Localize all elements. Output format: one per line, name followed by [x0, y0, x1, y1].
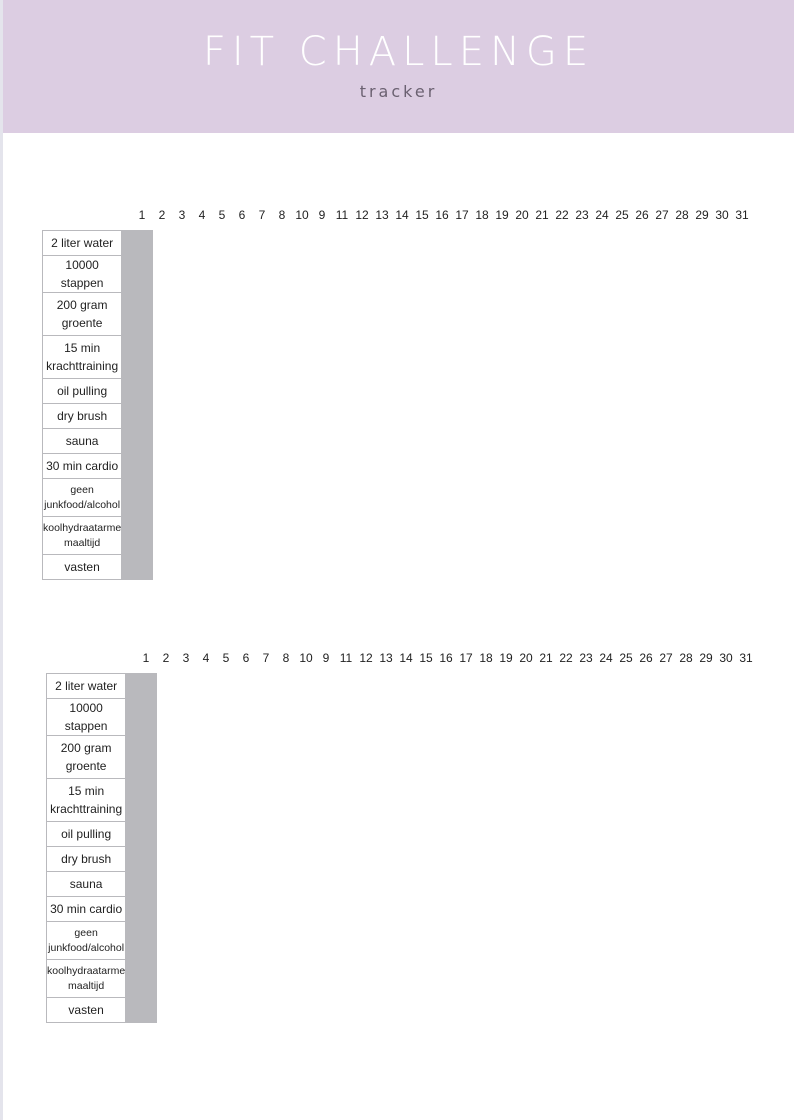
day-number: 29: [695, 208, 709, 222]
habit-label-line: groente: [61, 316, 103, 330]
habit-row: [43, 379, 153, 404]
habit-label: [47, 998, 126, 1023]
page-title: FIT CHALLENGE: [202, 29, 595, 75]
habit-label: [43, 231, 122, 256]
day-number: 26: [639, 651, 653, 665]
day-number: 28: [675, 208, 689, 222]
day-number: 11: [335, 208, 349, 222]
habit-label-line: junkfood/alcohol: [48, 941, 125, 954]
habit-row: [47, 736, 157, 779]
habit-label-line: 30 min cardio: [46, 459, 119, 473]
day-number: 22: [559, 651, 573, 665]
day-number: 25: [619, 651, 633, 665]
day-number: 11: [339, 651, 353, 665]
check-cell[interactable]: [152, 336, 153, 379]
habit-label-line: dry brush: [61, 852, 112, 866]
habit-label: [43, 256, 122, 293]
day-number: 3: [182, 651, 190, 665]
habit-label: [47, 872, 126, 897]
habit-row: [43, 293, 153, 336]
check-cell[interactable]: [152, 293, 153, 336]
habit-label-line: dry brush: [57, 409, 108, 423]
habit-label-line: koolhydraatarme: [47, 964, 126, 977]
habit-label-line: vasten: [64, 560, 100, 574]
habit-row: [43, 555, 153, 580]
habit-label: [43, 429, 122, 454]
check-cell[interactable]: [152, 429, 153, 454]
habit-label-line: groente: [65, 759, 107, 773]
day-number: 7: [262, 651, 270, 665]
day-number: 20: [519, 651, 533, 665]
habit-row: [43, 479, 153, 517]
habit-label-line: maaltijd: [68, 979, 105, 992]
check-cell[interactable]: [156, 998, 157, 1023]
check-cell[interactable]: [152, 555, 153, 580]
habit-row: [43, 231, 153, 256]
day-number: 28: [679, 651, 693, 665]
day-number: 14: [399, 651, 413, 665]
check-cell[interactable]: [152, 454, 153, 479]
habit-label: [47, 674, 126, 699]
day-number: 30: [719, 651, 733, 665]
day-number: 9: [318, 208, 326, 222]
habit-label-line: geen: [70, 483, 94, 496]
habit-label-line: 200 gram: [60, 741, 112, 755]
day-number: 5: [218, 208, 226, 222]
habit-label: [43, 379, 122, 404]
habit-label-line: 2 liter water: [55, 679, 118, 693]
habit-label: [47, 699, 126, 736]
day-number: 5: [222, 651, 230, 665]
day-number: 18: [475, 208, 489, 222]
habit-label: [43, 293, 122, 336]
day-number: 7: [258, 208, 266, 222]
habit-label: [47, 922, 126, 960]
check-cell[interactable]: [156, 822, 157, 847]
day-number: 15: [419, 651, 433, 665]
page-subtitle: tracker: [359, 82, 438, 101]
day-number: 20: [515, 208, 529, 222]
habit-label-line: 200 gram: [56, 298, 108, 312]
day-number: 22: [555, 208, 569, 222]
habit-row: [47, 699, 157, 736]
day-number: 19: [499, 651, 513, 665]
day-number: 19: [495, 208, 509, 222]
habit-row: [47, 822, 157, 847]
habit-label: [43, 336, 122, 379]
day-number: 29: [699, 651, 713, 665]
habit-label-line: 10000 stappen: [60, 258, 104, 290]
day-number: 6: [242, 651, 250, 665]
day-number: 14: [395, 208, 409, 222]
check-cell[interactable]: [152, 517, 153, 555]
day-number: 1: [142, 651, 150, 665]
habit-label: [47, 847, 126, 872]
check-cell[interactable]: [152, 379, 153, 404]
check-cell[interactable]: [156, 960, 157, 998]
habit-row: [47, 960, 157, 998]
habit-grid: [42, 230, 153, 580]
habit-label-line: oil pulling: [57, 384, 108, 398]
habit-label-line: junkfood/alcohol: [44, 498, 121, 511]
habit-label-line: sauna: [69, 877, 103, 891]
habit-label: [43, 404, 122, 429]
habit-label: [43, 517, 122, 555]
day-number: 26: [635, 208, 649, 222]
habit-label: [47, 779, 126, 822]
habit-label-line: oil pulling: [61, 827, 112, 841]
check-cell[interactable]: [152, 256, 153, 293]
habit-row: [43, 256, 153, 293]
habit-label: [47, 736, 126, 779]
day-number: 23: [575, 208, 589, 222]
day-number: 30: [715, 208, 729, 222]
habit-label-line: 10000 stappen: [64, 701, 108, 733]
habit-row: [47, 922, 157, 960]
check-cell[interactable]: [156, 897, 157, 922]
day-number: 24: [599, 651, 613, 665]
habit-label-line: 2 liter water: [51, 236, 114, 250]
day-number: 13: [379, 651, 393, 665]
day-number: 27: [659, 651, 673, 665]
day-number: 21: [539, 651, 553, 665]
habit-row: [47, 897, 157, 922]
habit-label-line: geen: [74, 926, 98, 939]
day-number: 8: [282, 651, 290, 665]
habit-grid: [46, 673, 157, 1023]
habit-row: [43, 454, 153, 479]
day-number: 17: [455, 208, 469, 222]
habit-row: [47, 779, 157, 822]
habit-row: [43, 336, 153, 379]
habit-label: [47, 960, 126, 998]
habit-row: [47, 847, 157, 872]
habit-row: [43, 517, 153, 555]
habit-row: [47, 872, 157, 897]
day-number: 31: [739, 651, 753, 665]
day-number: 23: [579, 651, 593, 665]
habit-label-line: 15 min: [68, 784, 105, 798]
day-number: 1: [138, 208, 146, 222]
habit-row: [43, 404, 153, 429]
day-number: 10: [299, 651, 313, 665]
check-cell[interactable]: [156, 674, 157, 699]
check-cell[interactable]: [156, 779, 157, 822]
day-number: 3: [178, 208, 186, 222]
day-number: 24: [595, 208, 609, 222]
day-number: 16: [435, 208, 449, 222]
check-cell[interactable]: [156, 847, 157, 872]
day-number: 10: [295, 208, 309, 222]
check-cell[interactable]: [156, 872, 157, 897]
header-banner: [3, 0, 794, 133]
habit-row: [47, 674, 157, 699]
habit-label: [47, 897, 126, 922]
check-cell[interactable]: [152, 404, 153, 429]
day-number: 25: [615, 208, 629, 222]
day-number: 12: [359, 651, 373, 665]
habit-label-line: 15 min: [64, 341, 101, 355]
habit-label-line: koolhydraatarme: [43, 521, 122, 534]
check-cell[interactable]: [156, 699, 157, 736]
habit-label-line: krachttraining: [46, 359, 119, 373]
habit-label: [43, 454, 122, 479]
habit-label-line: vasten: [68, 1003, 104, 1017]
check-cell[interactable]: [156, 736, 157, 779]
day-number: 4: [198, 208, 206, 222]
habit-label-line: krachttraining: [50, 802, 123, 816]
day-number: 4: [202, 651, 210, 665]
day-number: 8: [278, 208, 286, 222]
day-number: 17: [459, 651, 473, 665]
day-number: 13: [375, 208, 389, 222]
habit-row: [47, 998, 157, 1023]
check-cell[interactable]: [156, 922, 157, 960]
day-number: 27: [655, 208, 669, 222]
day-number: 6: [238, 208, 246, 222]
day-number: 18: [479, 651, 493, 665]
habit-label: [43, 555, 122, 580]
day-number: 2: [162, 651, 170, 665]
day-number: 9: [322, 651, 330, 665]
day-number: 12: [355, 208, 369, 222]
day-number: 2: [158, 208, 166, 222]
check-cell[interactable]: [152, 231, 153, 256]
habit-label-line: sauna: [65, 434, 99, 448]
page: [3, 0, 794, 1120]
habit-label-line: 30 min cardio: [50, 902, 123, 916]
day-number: 16: [439, 651, 453, 665]
habit-label: [47, 822, 126, 847]
habit-label: [43, 479, 122, 517]
day-number: 15: [415, 208, 429, 222]
day-number: 31: [735, 208, 749, 222]
habit-row: [43, 429, 153, 454]
day-number: 21: [535, 208, 549, 222]
habit-label-line: maaltijd: [64, 536, 101, 549]
check-cell[interactable]: [152, 479, 153, 517]
